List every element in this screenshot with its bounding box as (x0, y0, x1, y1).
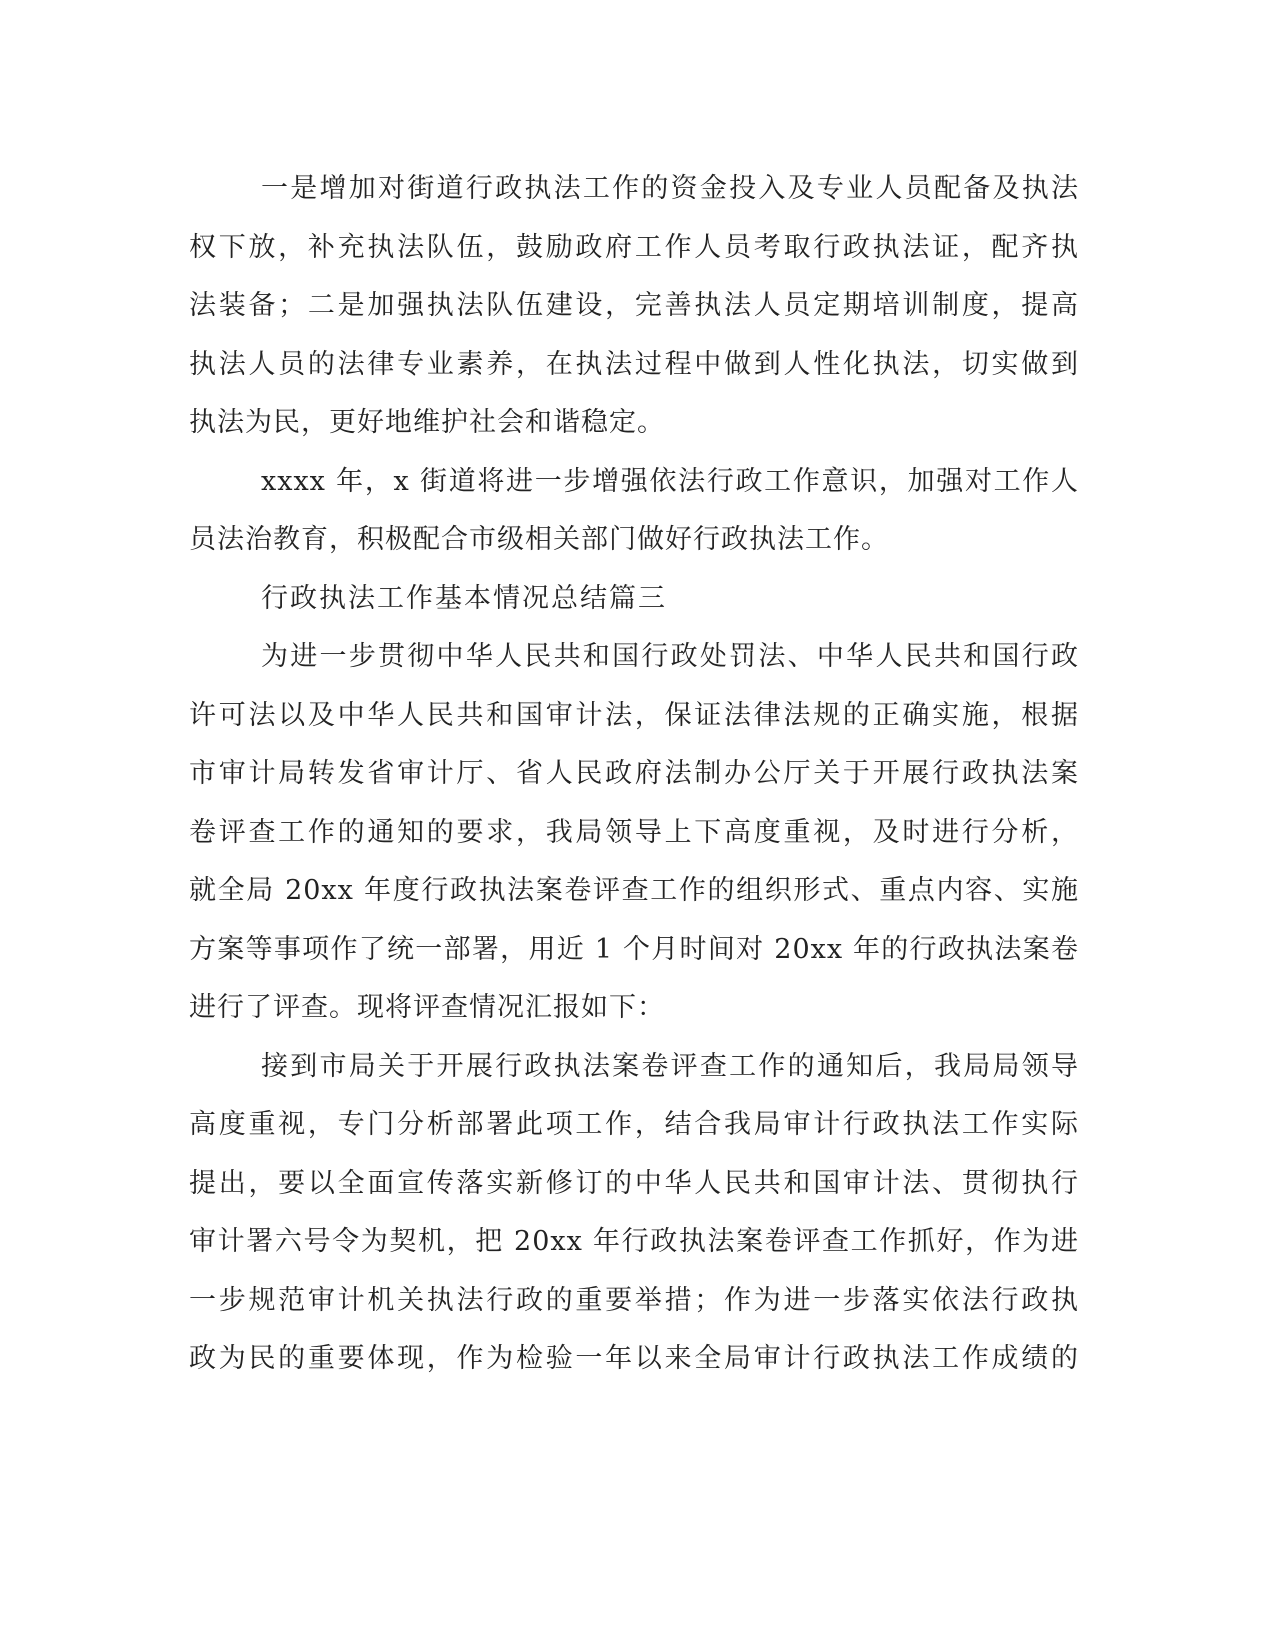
paragraph-4 (189, 1038, 1079, 1389)
section-heading (189, 570, 1079, 629)
paragraph-line: 一是增加对街道行政执法工作的资金投入及专业人员配备及执法 (261, 173, 1079, 204)
paragraph-line: 卷评查工作的通知的要求，我局领导上下高度重视，及时进行分析， (189, 816, 1079, 848)
paragraph-line: 为进一步贯彻中华人民共和国行政处罚法、中华人民共和国行政 (261, 641, 1079, 672)
paragraph-line: 政为民的重要体现，作为检验一年以来全局审计行政执法工作成绩的 (189, 1343, 1079, 1374)
document-body (189, 160, 1079, 1389)
paragraph-line: 执法为民，更好地维护社会和谐稳定。 (189, 407, 665, 438)
paragraph-line: 员法治教育，积极配合市级相关部门做好行政执法工作。 (189, 524, 889, 555)
paragraph-line: 市审计局转发省审计厅、省人民政府法制办公厅关于开展行政执法案 (189, 758, 1079, 789)
paragraph-line: 进行了评查。现将评查情况汇报如下： (189, 992, 665, 1023)
paragraph-2 (189, 453, 1079, 570)
paragraph-line: 执法人员的法律专业素养，在执法过程中做到人性化执法，切实做到 (189, 348, 1079, 380)
paragraph-line: 提出，要以全面宣传落实新修订的中华人民共和国审计法、贯彻执行 (189, 1167, 1079, 1199)
paragraph-1 (189, 160, 1079, 453)
paragraph-line: 高度重视，专门分析部署此项工作，结合我局审计行政执法工作实际 (189, 1109, 1079, 1140)
paragraph-line: 审计署六号令为契机，把 20xx 年行政执法案卷评查工作抓好，作为进 (189, 1226, 1079, 1257)
paragraph-line: 法装备；二是加强执法队伍建设，完善执法人员定期培训制度，提高 (189, 290, 1079, 321)
paragraph-line: 一步规范审计机关执法行政的重要举措；作为进一步落实依法行政执 (189, 1284, 1079, 1316)
paragraph-line: 权下放，补充执法队伍，鼓励政府工作人员考取行政执法证，配齐执 (189, 231, 1079, 263)
paragraph-line: xxxx 年，x 街道将进一步增强依法行政工作意识，加强对工作人 (261, 465, 1079, 497)
paragraph-line: 许可法以及中华人民共和国审计法，保证法律法规的正确实施，根据 (189, 699, 1079, 731)
paragraph-3 (189, 628, 1079, 1038)
paragraph-line: 接到市局关于开展行政执法案卷评查工作的通知后，我局局领导 (261, 1050, 1079, 1082)
paragraph-line: 就全局 20xx 年度行政执法案卷评查工作的组织形式、重点内容、实施 (189, 875, 1079, 906)
paragraph-line: 方案等事项作了统一部署，用近 1 个月时间对 20xx 年的行政执法案卷 (189, 933, 1079, 965)
section-heading-text: 行政执法工作基本情况总结篇三 (261, 582, 667, 614)
